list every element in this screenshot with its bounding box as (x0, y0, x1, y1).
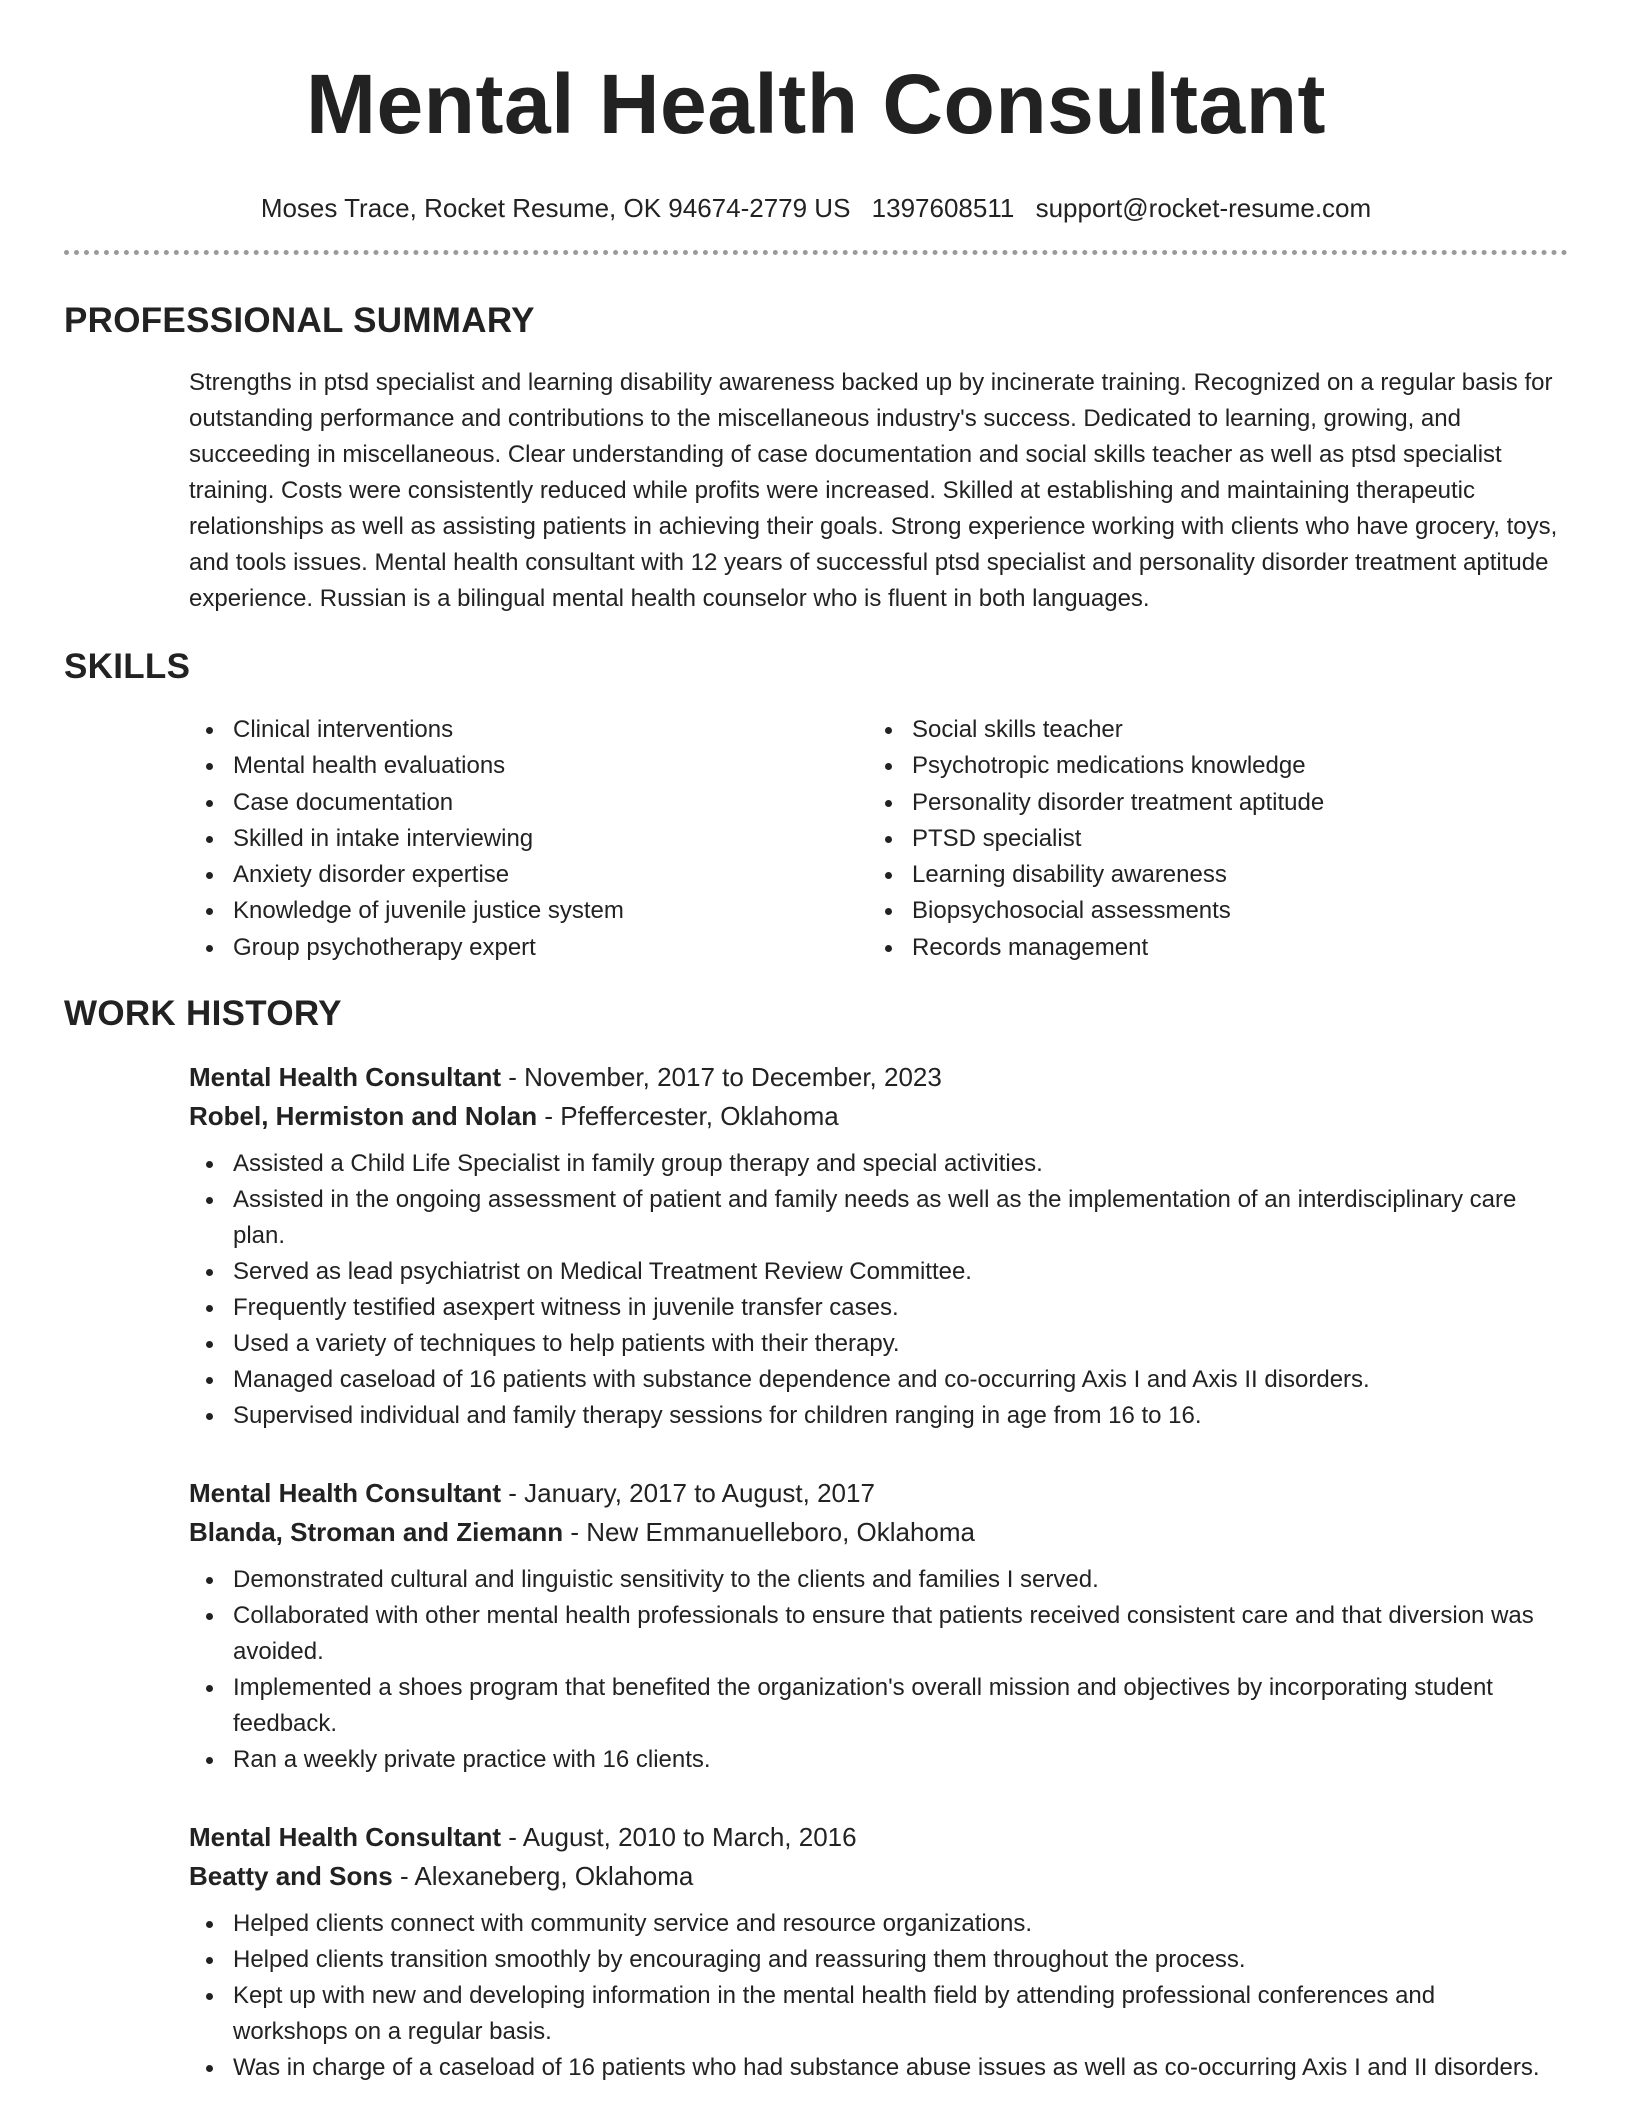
job-company: Robel, Hermiston and Nolan (189, 1101, 538, 1131)
skill-item: Biopsychosocial assessments (868, 893, 1548, 929)
skill-item: Psychotropic medications knowledge (868, 748, 1548, 784)
job-company: Beatty and Sons (189, 1861, 393, 1891)
skill-item: PTSD specialist (868, 821, 1548, 857)
skill-item: Skilled in intake interviewing (189, 821, 829, 857)
job-dates: November, 2017 to December, 2023 (524, 1062, 942, 1092)
skill-item: Mental health evaluations (189, 748, 829, 784)
skills-list-left (189, 712, 829, 966)
contact-phone: 1397608511 (871, 193, 1015, 223)
skill-item: Clinical interventions (189, 712, 829, 748)
job-bullets (189, 1906, 1569, 2086)
job-position: Mental Health Consultant (189, 1822, 502, 1852)
skill-item: Anxiety disorder expertise (189, 857, 829, 893)
work-history-heading: WORK HISTORY (64, 994, 342, 1033)
job-title-line: Mental Health Consultant - August, 2010 to March, 2016 (189, 1822, 857, 1852)
skill-item: Social skills teacher (868, 712, 1548, 748)
skill-item: Learning disability awareness (868, 857, 1548, 893)
resume-header (64, 52, 1568, 224)
job-bullet: Assisted a Child Life Specialist in family group therapy and special activities. (189, 1146, 1569, 1182)
job-bullet: Used a variety of techniques to help patients with their therapy. (189, 1326, 1569, 1362)
job-company: Blanda, Stroman and Ziemann (189, 1517, 564, 1547)
job-title-line: Mental Health Consultant - November, 2017 to December, 2023 (189, 1062, 942, 1092)
summary-heading: PROFESSIONAL SUMMARY (64, 301, 535, 340)
contact-line (64, 192, 1568, 224)
job-bullet: Implemented a shoes program that benefited the organization's overall mission and objectives by incorporating student feedback. (189, 1670, 1569, 1742)
skill-item: Records management (868, 930, 1548, 966)
job-company-line: Beatty and Sons - Alexaneberg, Oklahoma (189, 1861, 694, 1891)
job-bullet: Served as lead psychiatrist on Medical Treatment Review Committee. (189, 1254, 1569, 1290)
job-title-line: Mental Health Consultant - January, 2017 to August, 2017 (189, 1478, 875, 1508)
job-position: Mental Health Consultant (189, 1478, 502, 1508)
page-title: Mental Health Consultant (305, 57, 1327, 151)
header-divider (64, 250, 1568, 255)
skills-list-right (868, 712, 1548, 966)
job-location: New Emmanuelleboro, Oklahoma (586, 1517, 976, 1547)
skill-item: Knowledge of juvenile justice system (189, 893, 829, 929)
job-bullet: Collaborated with other mental health professionals to ensure that patients received consistent care and that diversion was avoided. (189, 1598, 1569, 1670)
skill-item: Group psychotherapy expert (189, 930, 829, 966)
job-position: Mental Health Consultant (189, 1062, 502, 1092)
job-bullets (189, 1146, 1569, 1434)
skills-heading: SKILLS (64, 647, 191, 686)
contact-address: Moses Trace, Rocket Resume, OK 94674-2779 US (260, 193, 851, 223)
skill-item: Personality disorder treatment aptitude (868, 785, 1548, 821)
contact-email: support@rocket-resume.com (1035, 193, 1372, 223)
job-bullet: Helped clients transition smoothly by encouraging and reassuring them throughout the process. (189, 1942, 1569, 1978)
job-dates: January, 2017 to August, 2017 (524, 1478, 875, 1508)
job-company-line: Robel, Hermiston and Nolan - Pfeffercester, Oklahoma (189, 1101, 839, 1131)
job-bullet: Supervised individual and family therapy sessions for children ranging in age from 16 to 16. (189, 1398, 1569, 1434)
job-entry (189, 1058, 1569, 1434)
summary-text: Strengths in ptsd specialist and learning disability awareness backed up by incinerate training. Recognized on a regular basis for outstanding performance and contributions to the miscellaneous industry's success. Dedicated to learning, growing, and succeeding in miscellaneous. Clear understanding of case documentation and social skills teacher as well as ptsd specialist training. Costs were consistently reduced while profits were increased. Skilled at establishing and maintaining therapeutic relationships as well as assisting patients in achieving their goals. Strong experience working with clients who have grocery, toys, and tools issues. Mental health consultant with 12 years of successful ptsd specialist and personality disorder treatment aptitude experience. Russian is a bilingual mental health counselor who is fluent in both languages. (189, 369, 1558, 612)
job-entry (189, 1474, 1569, 1778)
job-company-line: Blanda, Stroman and Ziemann - New Emmanuelleboro, Oklahoma (189, 1517, 976, 1547)
job-bullet: Demonstrated cultural and linguistic sensitivity to the clients and families I served. (189, 1562, 1569, 1598)
job-bullet: Kept up with new and developing information in the mental health field by attending professional conferences and workshops on a regular basis. (189, 1978, 1569, 2050)
job-dates: August, 2010 to March, 2016 (522, 1822, 857, 1852)
job-location: Pfeffercester, Oklahoma (560, 1101, 839, 1131)
job-location: Alexaneberg, Oklahoma (414, 1861, 694, 1891)
job-bullet: Assisted in the ongoing assessment of patient and family needs as well as the implementation of an interdisciplinary care plan. (189, 1182, 1569, 1254)
job-bullet: Frequently testified asexpert witness in juvenile transfer cases. (189, 1290, 1569, 1326)
job-bullets (189, 1562, 1569, 1778)
skill-item: Case documentation (189, 785, 829, 821)
job-bullet: Ran a weekly private practice with 16 clients. (189, 1742, 1569, 1778)
job-bullet: Helped clients connect with community service and resource organizations. (189, 1906, 1569, 1942)
job-bullet: Was in charge of a caseload of 16 patients who had substance abuse issues as well as co-occurring Axis I and II disorders. (189, 2050, 1569, 2086)
job-entry (189, 1818, 1569, 2086)
job-bullet: Managed caseload of 16 patients with substance dependence and co-occurring Axis I and Axis II disorders. (189, 1362, 1569, 1398)
